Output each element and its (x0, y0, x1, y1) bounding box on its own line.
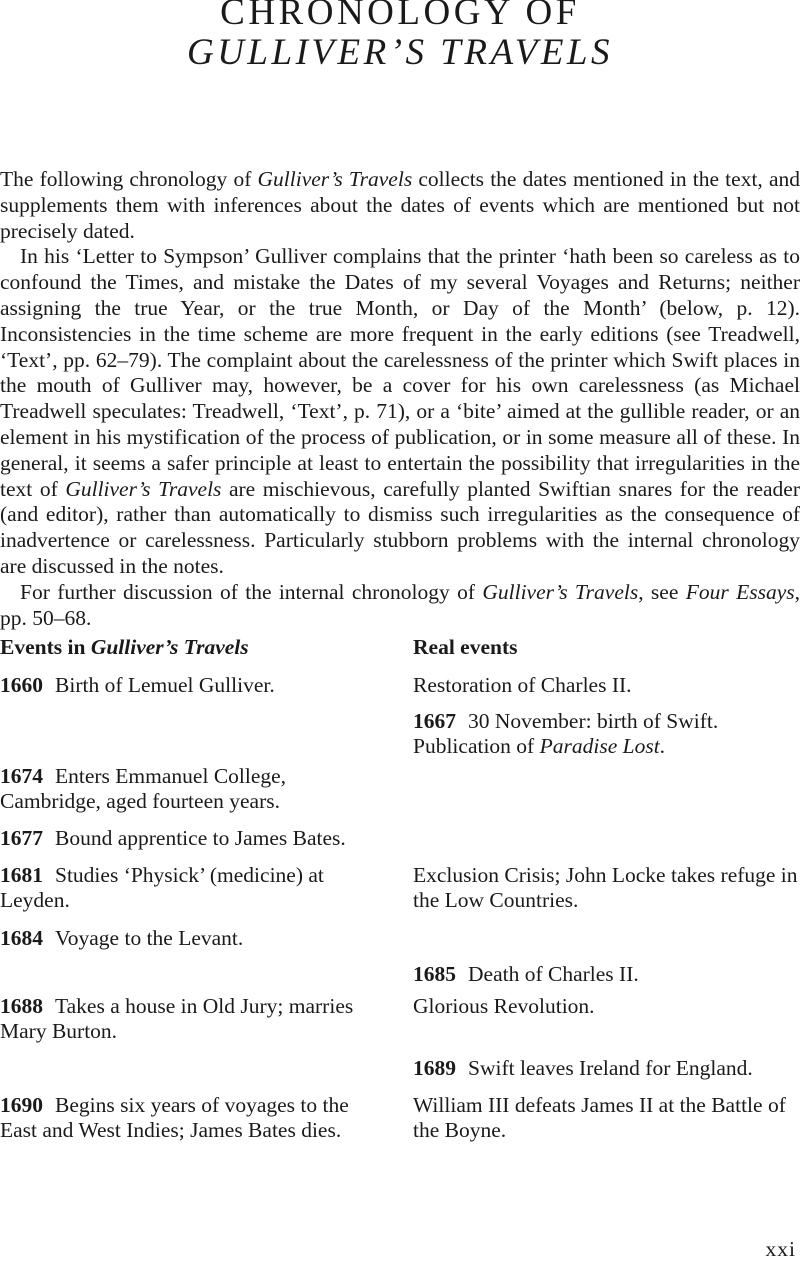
real-event-year: 1667 (413, 709, 456, 733)
event-text: Enters Emmanuel College, Cambridge, aged fourteen years. (0, 764, 287, 813)
event-1674 (0, 764, 375, 814)
event-text: Begins six years of voyages to the East and West Indies; James Bates dies. (0, 1093, 349, 1142)
intro-paragraph-1: The following chronology of Gulliver’s Travels collects the dates mentioned in the text, and supplements them with inferences about the dates of events which are mentioned but not precisely dated. (0, 167, 800, 243)
column-header-gulliver-events: Events in Gulliver’s Travels (0, 635, 249, 659)
real-event-1689: 1689 Swift leaves Ireland for England. (413, 1056, 753, 1080)
event-text: Birth of Lemuel Gulliver. (55, 673, 275, 697)
intro-paragraph-2: In his ‘Letter to Sympson’ Gulliver complains that the printer ‘hath been so careless as to confound the Times, and mistake the Dates of my several Voyages and Returns; neither assigning the true Year, or the true Month, or Day of the Month’ (below, p. 12). Inconsistencies in the time scheme are more frequent in the early editions (see Treadwell, ‘Text’, pp. 62–79). The complaint about the carelessness of the printer which Swift places in the mouth of Gulliver may, however, be a cover for his own carelessness (as Michael Treadwell speculates: Treadwell, ‘Text’, p. 71), or a ‘bite’ aimed at the gullible reader, or an element in his mystification of the process of publication, or in some measure all of these. In general, it seems a safer principle at least to entertain the possibility that irregularities in the text of Gulliver’s Travels are mischievous, carefully planted Swiftian snares for the reader (and editor), rather than automatically to dismiss such irregularities as the consequence of inadvertence or carelessness. Particularly stubborn problems with the internal chronology are discussed in the notes. (0, 244, 800, 578)
event-1690 (0, 1093, 375, 1143)
intro-paragraph-3: For further discussion of the internal chronology of Gulliver’s Travels, see Four Essays, pp. 50–68. (0, 579, 800, 630)
event-year: 1690 (0, 1093, 43, 1117)
event-text: Bound apprentice to James Bates. (55, 826, 346, 850)
real-event-year: 1689 (413, 1056, 456, 1080)
real-event-1681: Exclusion Crisis; John Locke takes refuge in the Low Countries. (413, 863, 798, 912)
event-1677 (0, 826, 375, 851)
column-header-real-events: Real events (413, 635, 518, 659)
event-1660 (0, 673, 375, 698)
chapter-title-line-2: GULLIVER’S TRAVELS (186, 32, 613, 73)
event-year: 1674 (0, 764, 43, 788)
real-event-1660: Restoration of Charles II. (413, 673, 632, 697)
real-event-1688: Glorious Revolution. (413, 994, 595, 1018)
event-1688 (0, 994, 375, 1044)
event-year: 1660 (0, 673, 43, 697)
real-event-1685: 1685 Death of Charles II. (413, 962, 639, 986)
event-year: 1681 (0, 863, 43, 887)
chapter-title-line-1: CHRONOLOGY OF (220, 0, 580, 33)
real-event-1667: 1667 30 November: birth of Swift. Publication of Paradise Lost. (413, 709, 719, 758)
event-text: Studies ‘Physick’ (medicine) at Leyden. (0, 863, 324, 912)
event-1684 (0, 926, 375, 951)
introduction-text (0, 167, 800, 631)
real-event-1690: William III defeats James II at the Battle of the Boyne. (413, 1093, 786, 1142)
event-text: Takes a house in Old Jury; marries Mary Burton. (0, 994, 354, 1043)
event-text: Voyage to the Levant. (55, 926, 244, 950)
event-year: 1677 (0, 826, 43, 850)
page-number: xxi (765, 1237, 796, 1261)
event-year: 1688 (0, 994, 43, 1018)
event-1681 (0, 863, 375, 913)
real-event-year: 1685 (413, 962, 456, 986)
event-year: 1684 (0, 926, 43, 950)
